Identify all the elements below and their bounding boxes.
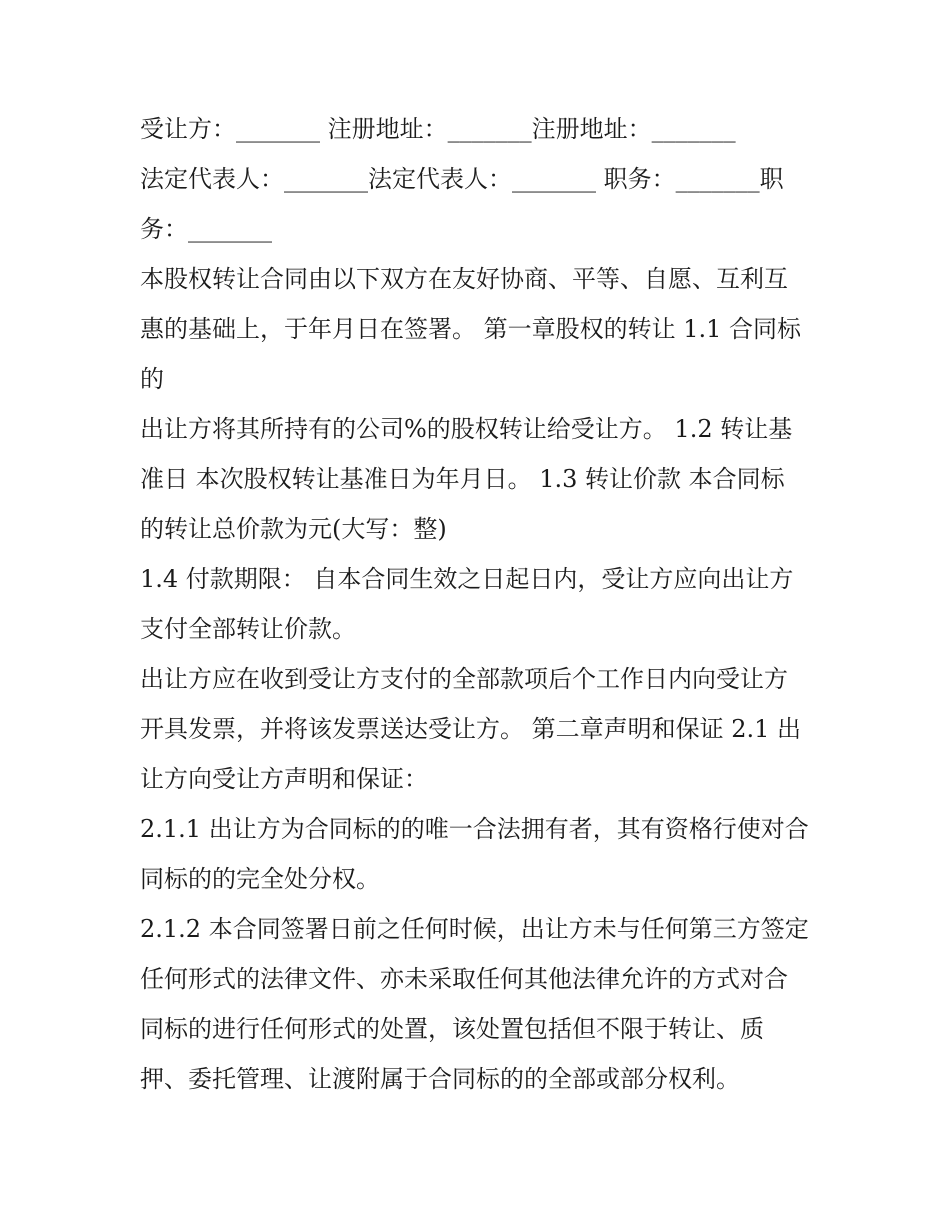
document-body	[140, 104, 820, 1104]
paragraph-invoice-and-warranty: 出让方应在收到受让方支付的全部款项后个工作日内向受让方 开具发票，并将该发票送达受让方。 第二章声明和保证 2.1 出 让方向受让方声明和保证：	[140, 665, 802, 793]
paragraph-contract-preamble: 本股权转让合同由以下双方在友好协商、平等、自愿、互利互 惠的基础上，于年月日在签署。 第一章股权的转让 1.1 合同标 的	[140, 265, 802, 393]
paragraph-transferee-info: 受让方：_______ 注册地址：_______注册地址：_______	[140, 115, 736, 143]
paragraph-clause-2-1-1: 2.1.1 出让方为合同标的的唯一合法拥有者，其有资格行使对合 同标的的完全处分权。	[140, 815, 809, 893]
paragraph-payment-term: 1.4 付款期限： 自本合同生效之日起日内，受让方应向出让方 支付全部转让价款。	[140, 565, 794, 643]
paragraph-legal-representative: 法定代表人：_______法定代表人：_______ 职务：_______职 务：_______	[140, 165, 784, 243]
paragraph-clause-2-1-2: 2.1.2 本合同签署日前之任何时候，出让方未与任何第三方签定 任何形式的法律文件、亦未采取任何其他法律允许的方式对合 同标的进行任何形式的处置，该处置包括但不限于转让、质 押、委托管理、让渡附属于合同标的的全部或部分权利。	[140, 915, 809, 1093]
paragraph-transfer-terms: 出让方将其所持有的公司%的股权转让给受让方。 1.2 转让基 准日 本次股权转让基准日为年月日。 1.3 转让价款 本合同标 的转让总价款为元(大写：整)	[140, 415, 793, 543]
